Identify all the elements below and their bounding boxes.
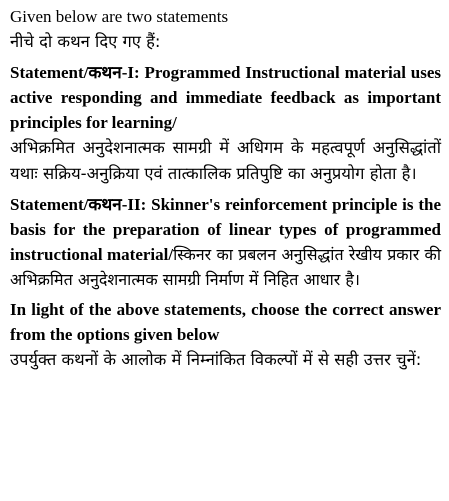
question-prompt	[10, 297, 441, 373]
statement-1-text: Programmed Instructional material uses active responding and immediate feedback as important principles for learning/	[10, 63, 441, 132]
statement-2-english	[10, 192, 441, 292]
question-english: In light of the above statements, choose the correct answer from the options given below	[10, 300, 441, 344]
question-hindi: उपर्युक्त कथनों के आलोक में निम्नांकित विकल्पों में से सही उत्तर चुनें:	[10, 350, 422, 369]
statement-1-hindi: अभिक्रमित अनुदेशनात्मक सामग्री में अधिगम के महत्वपूर्ण अनुसिद्धांतों यथाः सक्रिय-अनुक्रिया एवं तात्कालिक प्रतिपुष्टि का अनुप्रयोग होता है।	[10, 138, 441, 183]
statement-2	[10, 192, 441, 292]
statement-1	[10, 60, 441, 187]
statement-2-label: Statement/कथन-II:	[10, 195, 147, 214]
intro-hindi: नीचे दो कथन दिए गए हैं:	[10, 32, 161, 51]
intro-english: Given below are two statements	[10, 7, 229, 26]
statement-2-hindi: स्किनर का प्रबलन अनुसिद्धांत रेखीय प्रकार की अभिक्रमित अनुदेशनात्मक सामग्री निर्माण में निहित आधार है।	[10, 245, 441, 289]
statement-2-text: Skinner's reinforcement principle is the basis for the preparation of linear types of programmed instructional material/	[10, 195, 441, 264]
statement-1-label: Statement/कथन-I:	[10, 63, 140, 82]
statement-1-english	[10, 60, 441, 135]
